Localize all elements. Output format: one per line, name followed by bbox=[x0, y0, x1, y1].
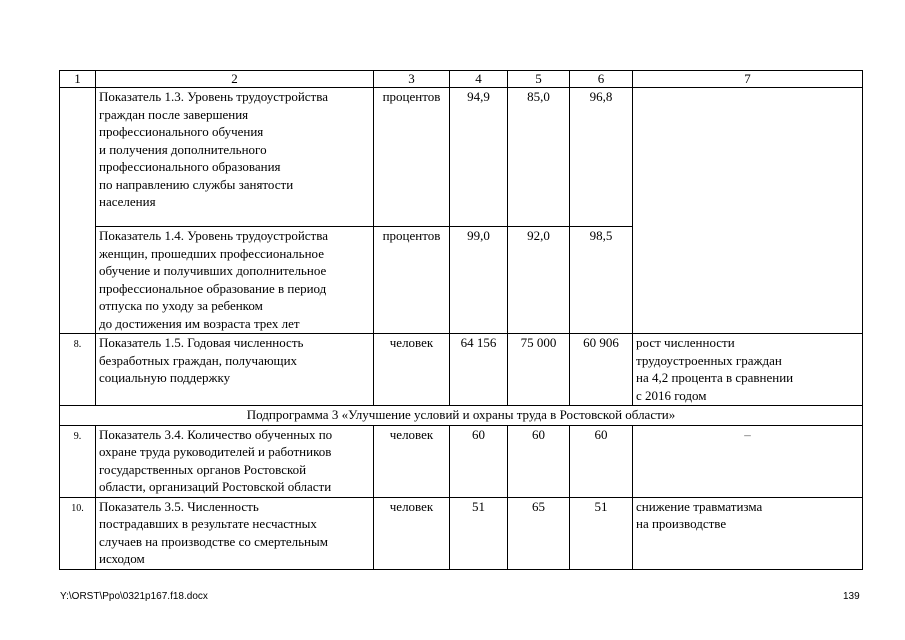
page-number: 139 bbox=[843, 591, 860, 602]
subprogram-row bbox=[60, 406, 863, 426]
header-row bbox=[60, 71, 863, 88]
value-col-5: 92,0 bbox=[508, 227, 570, 334]
header-col-6: 6 bbox=[570, 71, 633, 88]
value-col-4: 51 bbox=[450, 497, 508, 569]
comment-cell: рост численности трудоустроенных граждан на 4,2 процента в сравнении с 2016 годом bbox=[633, 334, 863, 406]
value-col-5: 75 000 bbox=[508, 334, 570, 406]
unit-cell: человек bbox=[374, 497, 450, 569]
indicator-table bbox=[59, 70, 863, 570]
header-col-3: 3 bbox=[374, 71, 450, 88]
unit-cell: процентов bbox=[374, 88, 450, 227]
indicator-cell: Показатель 1.3. Уровень трудоустройства граждан после завершения профессионального обучения и получения дополнительного профессионального образования по направлению службы занятости населения bbox=[96, 88, 374, 227]
comment-cell: снижение травматизма на производстве bbox=[633, 497, 863, 569]
table-row bbox=[60, 88, 863, 227]
row-number-cell: 10. bbox=[60, 497, 96, 569]
footer-file-path: Y:\ORST\Ppo\0321p167.f18.docx bbox=[60, 591, 208, 602]
comment-cell bbox=[633, 88, 863, 334]
unit-cell: процентов bbox=[374, 227, 450, 334]
indicator-cell: Показатель 1.5. Годовая численность безработных граждан, получающих социальную поддержку bbox=[96, 334, 374, 406]
row-number-cell bbox=[60, 88, 96, 334]
row-number-cell: 8. bbox=[60, 334, 96, 406]
subprogram-title: Подпрограмма 3 «Улучшение условий и охраны труда в Ростовской области» bbox=[60, 406, 863, 426]
value-col-4: 60 bbox=[450, 425, 508, 497]
table-row bbox=[60, 425, 863, 497]
indicator-cell: Показатель 1.4. Уровень трудоустройства женщин, прошедших профессиональное обучение и получивших дополнительное профессиональное образование в период отпуска по уходу за ребенком до достижения им возраста трех лет bbox=[96, 227, 374, 334]
header-col-4: 4 bbox=[450, 71, 508, 88]
indicator-cell: Показатель 3.5. Численность пострадавших в результате несчастных случаев на производстве со смертельным исходом bbox=[96, 497, 374, 569]
value-col-6: 98,5 bbox=[570, 227, 633, 334]
table-row bbox=[60, 334, 863, 406]
value-col-6: 51 bbox=[570, 497, 633, 569]
unit-cell: человек bbox=[374, 425, 450, 497]
unit-cell: человек bbox=[374, 334, 450, 406]
row-number-cell: 9. bbox=[60, 425, 96, 497]
value-col-4: 99,0 bbox=[450, 227, 508, 334]
value-col-5: 85,0 bbox=[508, 88, 570, 227]
value-col-6: 60 bbox=[570, 425, 633, 497]
header-col-1: 1 bbox=[60, 71, 96, 88]
value-col-6: 96,8 bbox=[570, 88, 633, 227]
value-col-5: 60 bbox=[508, 425, 570, 497]
value-col-6: 60 906 bbox=[570, 334, 633, 406]
value-col-5: 65 bbox=[508, 497, 570, 569]
comment-cell: – bbox=[633, 425, 863, 497]
header-col-7: 7 bbox=[633, 71, 863, 88]
indicator-cell: Показатель 3.4. Количество обученных по охране труда руководителей и работников государственных органов Ростовской области, организаций Ростовской области bbox=[96, 425, 374, 497]
table-row bbox=[60, 497, 863, 569]
header-col-5: 5 bbox=[508, 71, 570, 88]
header-col-2: 2 bbox=[96, 71, 374, 88]
value-col-4: 64 156 bbox=[450, 334, 508, 406]
value-col-4: 94,9 bbox=[450, 88, 508, 227]
